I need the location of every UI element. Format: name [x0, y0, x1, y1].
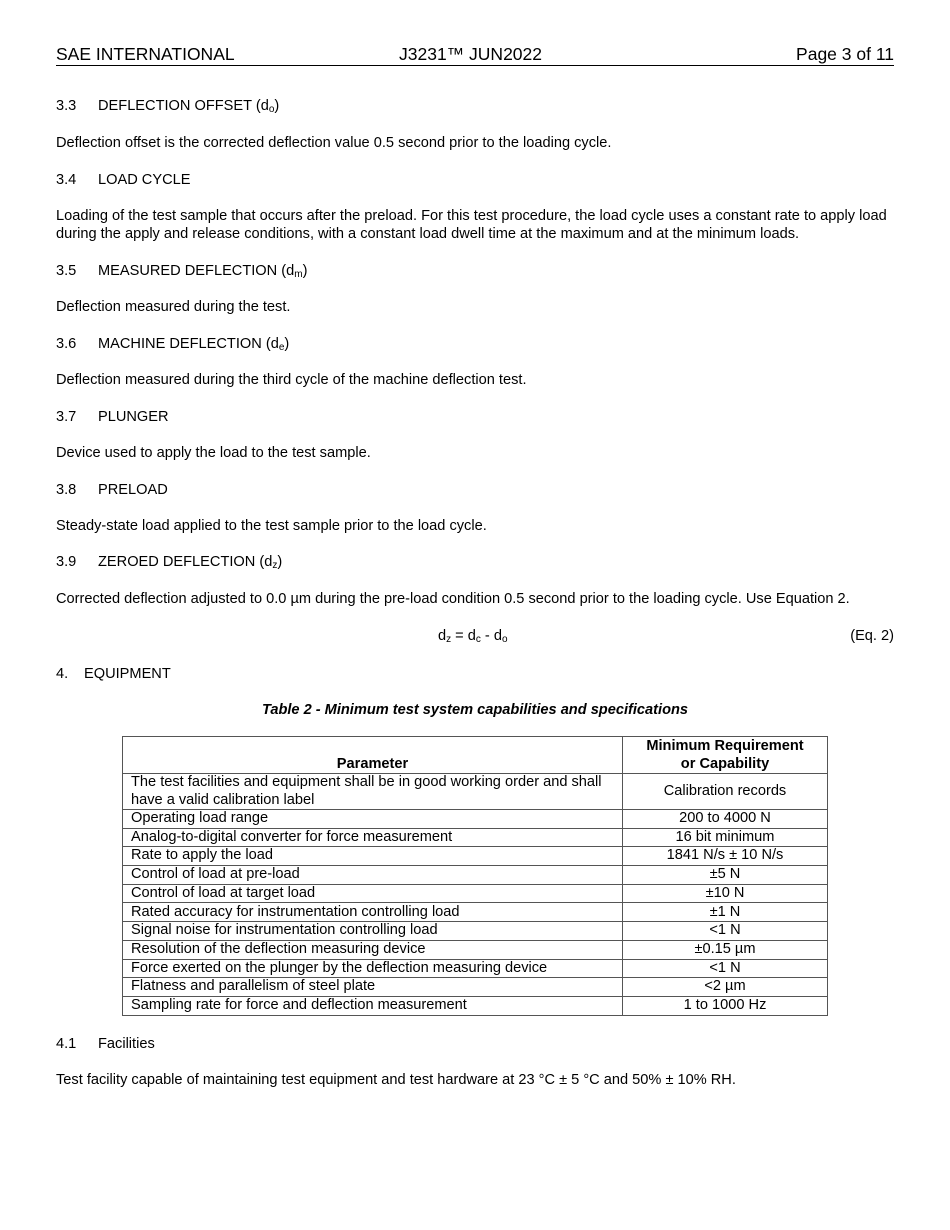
paren: ) [274, 98, 280, 114]
cell-requirement: <1 N [623, 922, 828, 941]
section-number: 3.5 [56, 263, 77, 279]
section-4-heading [56, 665, 896, 683]
section-3-8-heading [56, 481, 896, 499]
section-3-3-heading [56, 97, 896, 115]
section-3-5-body: Deflection measured during the test. [56, 299, 291, 315]
header-org: SAE INTERNATIONAL [56, 44, 235, 64]
paren: ) [302, 263, 308, 279]
section-title: EQUIPMENT [84, 666, 171, 682]
cell-requirement: 16 bit minimum [623, 828, 828, 847]
section-4-1-heading [56, 1035, 896, 1053]
cell-parameter: Force exerted on the plunger by the deflection measuring device [123, 959, 623, 978]
cell-parameter: Resolution of the deflection measuring device [123, 940, 623, 959]
table-row [123, 978, 828, 997]
eq-part: - d [480, 628, 502, 644]
section-4-1-body: Test facility capable of maintaining test equipment and test hardware at 23 °C ± 5 °C and 50% ± 10% RH. [56, 1072, 736, 1088]
subscript: o [501, 634, 508, 645]
section-3-4-body: Loading of the test sample that occurs after the preload. For this test procedure, the load cycle uses a constant rate to apply load during the apply and release conditions, with a constant load dwell time at the maximum and at the minimum loads. [56, 208, 887, 242]
cell-requirement: <2 µm [623, 978, 828, 997]
cell-parameter: Signal noise for instrumentation controlling load [123, 922, 623, 941]
column-header-requirement [623, 737, 828, 774]
cell-requirement: 1 to 1000 Hz [623, 996, 828, 1015]
cell-parameter: Sampling rate for force and deflection measurement [123, 996, 623, 1015]
section-3-6-heading [56, 335, 896, 353]
cell-parameter: Operating load range [123, 810, 623, 829]
subscript: c [475, 634, 481, 645]
section-3-7-body: Device used to apply the load to the test sample. [56, 445, 371, 461]
eq-part: = d [451, 628, 476, 644]
section-number: 4.1 [56, 1036, 77, 1052]
section-3-5-heading [56, 262, 896, 280]
table-body [123, 774, 828, 1016]
section-number: 3.6 [56, 336, 77, 352]
cell-parameter: Rated accuracy for instrumentation controlling load [123, 903, 623, 922]
paren: ) [284, 336, 290, 352]
page-header [56, 44, 894, 66]
table-row [123, 940, 828, 959]
section-title: PLUNGER [98, 409, 169, 425]
section-number: 4. [56, 666, 69, 682]
section-title: LOAD CYCLE [98, 172, 191, 188]
cell-requirement: <1 N [623, 959, 828, 978]
table-row [123, 996, 828, 1015]
section-3-8-body: Steady-state load applied to the test sample prior to the load cycle. [56, 518, 487, 534]
table-row [123, 884, 828, 903]
header-doc-id: J3231™ JUN2022 [399, 44, 542, 64]
cell-parameter: Flatness and parallelism of steel plate [123, 978, 623, 997]
table-row [123, 810, 828, 829]
cell-parameter: Control of load at pre-load [123, 866, 623, 885]
column-header-parameter: Parameter [123, 737, 623, 774]
table-row [123, 774, 828, 810]
section-number: 3.7 [56, 409, 77, 425]
table-row [123, 903, 828, 922]
subscript: z [272, 560, 278, 571]
section-number: 3.8 [56, 482, 77, 498]
table-row [123, 866, 828, 885]
cell-requirement: ±0.15 µm [623, 940, 828, 959]
header-page-number: Page 3 of 11 [796, 44, 894, 64]
spec-table [122, 736, 828, 1016]
section-3-3-body: Deflection offset is the corrected deflection value 0.5 second prior to the loading cycle. [56, 135, 612, 151]
table-row [123, 828, 828, 847]
cell-requirement: Calibration records [623, 774, 828, 810]
cell-parameter: Control of load at target load [123, 884, 623, 903]
cell-requirement: 200 to 4000 N [623, 810, 828, 829]
header-line: or Capability [680, 755, 770, 772]
section-3-9-heading [56, 553, 896, 571]
subscript: o [268, 104, 275, 115]
section-title: DEFLECTION OFFSET (d [98, 98, 269, 114]
paren: ) [277, 554, 283, 570]
section-title: ZEROED DEFLECTION (d [98, 554, 273, 570]
cell-parameter: The test facilities and equipment shall be in good working order and shall have a valid calibration label [123, 774, 623, 810]
table-row [123, 922, 828, 941]
section-title: MEASURED DEFLECTION (d [98, 263, 295, 279]
section-3-7-heading [56, 408, 896, 426]
table-header-row [123, 737, 828, 774]
section-number: 3.3 [56, 98, 77, 114]
eq-lhs: d [438, 628, 447, 644]
cell-requirement: ±10 N [623, 884, 828, 903]
cell-parameter: Rate to apply the load [123, 847, 623, 866]
table-row [123, 959, 828, 978]
cell-requirement: ±5 N [623, 866, 828, 885]
subscript: e [278, 342, 285, 353]
section-number: 3.4 [56, 172, 77, 188]
section-3-4-heading [56, 171, 896, 189]
table-row [123, 847, 828, 866]
section-title: MACHINE DEFLECTION (d [98, 336, 279, 352]
subscript: z [446, 634, 452, 645]
table-caption: Table 2 - Minimum test system capabilities and specifications [261, 702, 689, 718]
section-title: PRELOAD [98, 482, 168, 498]
section-3-9-body: Corrected deflection adjusted to 0.0 µm during the pre-load condition 0.5 second prior to the loading cycle. Use Equation 2. [56, 591, 850, 607]
cell-requirement: ±1 N [623, 903, 828, 922]
header-line: Minimum Requirement [646, 738, 804, 754]
section-title: Facilities [98, 1036, 155, 1052]
equation-number: (Eq. 2) [850, 628, 894, 644]
subscript: m [294, 269, 303, 280]
section-number: 3.9 [56, 554, 77, 570]
equation-2 [438, 627, 508, 645]
cell-requirement: 1841 N/s ± 10 N/s [623, 847, 828, 866]
cell-parameter: Analog-to-digital converter for force measurement [123, 828, 623, 847]
section-3-6-body: Deflection measured during the third cycle of the machine deflection test. [56, 372, 527, 388]
